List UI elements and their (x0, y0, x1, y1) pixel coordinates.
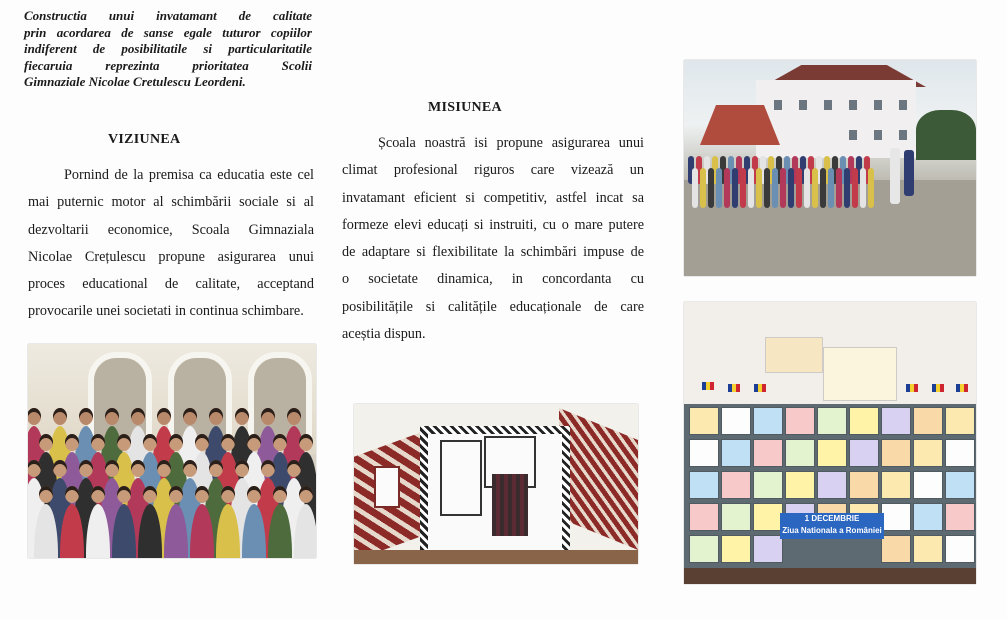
drawing-card (722, 440, 750, 466)
mission-line: o societate dinamica, in concordanta cu (342, 271, 644, 288)
window (849, 130, 857, 140)
child-head (105, 460, 119, 477)
student-figure (700, 168, 706, 208)
child-head (261, 460, 275, 477)
child-head (221, 486, 235, 503)
intro-line: prin acordarea de sanse egale tuturor copiilor (24, 24, 312, 40)
small-embroidered-shirt (374, 466, 400, 508)
drawing-card (754, 440, 782, 466)
intro-line: Constructia unui invatamant de calitate (24, 8, 312, 23)
child-head (221, 434, 235, 451)
child-head (39, 486, 53, 503)
child-head (143, 486, 157, 503)
drawing-card (914, 472, 942, 498)
child-head (91, 486, 105, 503)
display-shelf (354, 550, 638, 564)
student-figure (708, 168, 714, 208)
mission-line: Școala noastră isi propune asigurarea unui (378, 135, 644, 151)
student-figure (716, 168, 722, 208)
child-head (273, 486, 287, 503)
drawing-card (818, 440, 846, 466)
drawing-card (946, 472, 974, 498)
mission-line: aceștia dispun. (342, 326, 426, 343)
child-head (79, 408, 93, 425)
drawing-card (914, 408, 942, 434)
vision-paragraph (28, 162, 314, 326)
student-figure (740, 168, 746, 208)
drawing-card (722, 504, 750, 530)
drawing-card (946, 408, 974, 434)
intro-line: fiecaruia reprezinta prioritatea Scolii (24, 57, 312, 73)
drawing-card (818, 472, 846, 498)
child-head (91, 434, 105, 451)
intro-line: Gimnaziale Nicolae Cretulescu Leordeni. (24, 74, 246, 89)
teacher-figure (904, 150, 914, 196)
drawing-card (882, 408, 910, 434)
romanian-flag-icon (932, 384, 944, 392)
romanian-flag-icon (754, 384, 766, 392)
window (799, 100, 807, 110)
drawing-card (754, 408, 782, 434)
romanian-flag-icon (702, 382, 714, 390)
window (899, 100, 907, 110)
drawing-card (818, 408, 846, 434)
student-figure (828, 168, 834, 208)
drawing-card (690, 536, 718, 562)
children-crowd (28, 404, 316, 558)
student-figure (812, 168, 818, 208)
student-figure (724, 168, 730, 208)
romanian-flag-icon (906, 384, 918, 392)
drawing-card (882, 504, 910, 530)
mission-heading: MISIUNEA (428, 100, 502, 115)
child-head (195, 486, 209, 503)
child-head (105, 408, 119, 425)
window (899, 130, 907, 140)
vision-heading: VIZIUNEA (108, 132, 181, 147)
vision-line: proces educational de calitate, acceptand (28, 276, 314, 293)
child-head (183, 460, 197, 477)
school-building (756, 80, 916, 158)
drawing-card (946, 440, 974, 466)
drawing-card (914, 504, 942, 530)
vision-line: mai puternic motor al schimbării sociale si al (28, 194, 314, 211)
child-head (39, 434, 53, 451)
drawing-card (690, 504, 718, 530)
vision-line: Nicolae Crețulescu propune asigurarea unui (28, 248, 314, 265)
child-head (287, 408, 301, 425)
window (849, 100, 857, 110)
schoolyard-photo (684, 60, 976, 276)
drawing-card (850, 408, 878, 434)
child-head (169, 486, 183, 503)
drawing-card (850, 440, 878, 466)
vision-line: provocarile unei societati in continua schimbare. (28, 303, 304, 320)
drawing-card (946, 536, 974, 562)
mission-line: posibilitățile si calitățile educaționale de care (342, 298, 644, 315)
child-head (183, 408, 197, 425)
student-figure (868, 168, 874, 208)
child-head (247, 434, 261, 451)
student-figure (692, 168, 698, 208)
child-head (117, 434, 131, 451)
child-head (53, 460, 67, 477)
child-head (65, 486, 79, 503)
drawing-card (722, 408, 750, 434)
banner-title: 1 DECEMBRIE (804, 514, 860, 523)
student-figure (844, 168, 850, 208)
intro-statement (24, 8, 312, 91)
drawing-card (754, 536, 782, 562)
drawing-card (850, 472, 878, 498)
drawing-card (690, 440, 718, 466)
woven-skirt (492, 474, 528, 536)
student-figure (804, 168, 810, 208)
mission-line: climat profesional riguros care vizează un (342, 162, 644, 179)
banner-subtitle: Ziua Nationala a României (782, 526, 882, 535)
drawing-card (786, 408, 814, 434)
child-head (169, 434, 183, 451)
child-head (287, 460, 301, 477)
student-figure (860, 168, 866, 208)
child-head (65, 434, 79, 451)
vision-line: Pornind de la premisa ca educatia este cel (64, 167, 314, 183)
student-figure (780, 168, 786, 208)
child-head (235, 408, 249, 425)
student-figure (764, 168, 770, 208)
drawing-card (722, 536, 750, 562)
trees (916, 110, 976, 160)
child-head (131, 460, 145, 477)
mission-line: formeze elevi educați si instruiti, cu o mare putere (342, 216, 644, 233)
child-head (299, 434, 313, 451)
child-head (143, 434, 157, 451)
child-head (79, 460, 93, 477)
child-head (157, 460, 171, 477)
traditional-shirt (440, 440, 482, 516)
child-head (235, 460, 249, 477)
school-board-photo (684, 302, 976, 584)
woven-rug-right (559, 408, 638, 550)
child-head (117, 486, 131, 503)
drawing-card (690, 408, 718, 434)
child-head (261, 408, 275, 425)
window (824, 100, 832, 110)
vision-line: dezvoltarii economice, Scoala Gimnaziala (28, 221, 314, 238)
student-figure (788, 168, 794, 208)
student-figure (836, 168, 842, 208)
student-figure (796, 168, 802, 208)
child-head (209, 408, 223, 425)
student-figure (756, 168, 762, 208)
romanian-flag-icon (956, 384, 968, 392)
mission-line: invatamant eficient si competitiv, astfel incat sa (342, 189, 644, 206)
child-head (195, 434, 209, 451)
window (874, 130, 882, 140)
child-head (299, 486, 313, 503)
child-head (53, 408, 67, 425)
child-head (157, 408, 171, 425)
child-head (247, 486, 261, 503)
drawing-card (690, 472, 718, 498)
poster (824, 348, 896, 400)
drawing-card (882, 536, 910, 562)
drawing-card (914, 536, 942, 562)
teacher-figure (890, 148, 900, 204)
child-head (131, 408, 145, 425)
window (874, 100, 882, 110)
drawing-card (786, 472, 814, 498)
student-figure (748, 168, 754, 208)
child-head (273, 434, 287, 451)
child-head (28, 408, 41, 425)
national-day-banner (780, 513, 884, 539)
poster (766, 338, 822, 372)
child-head (209, 460, 223, 477)
intro-line: indiferent de posibilitatile si particularitatile (24, 41, 312, 56)
drawing-card (946, 504, 974, 530)
student-figure (852, 168, 858, 208)
student-figure (820, 168, 826, 208)
costume-display-photo (354, 404, 638, 564)
student-figure (772, 168, 778, 208)
group-photo (28, 344, 316, 558)
drawing-card (754, 472, 782, 498)
drawing-card (914, 440, 942, 466)
floor (684, 568, 976, 584)
mission-line: de adaptare si flexibilitate la schimbări impuse de (342, 244, 644, 261)
drawing-card (754, 504, 782, 530)
drawing-card (786, 440, 814, 466)
drawing-card (882, 440, 910, 466)
drawing-card (882, 472, 910, 498)
drawing-card (722, 472, 750, 498)
student-figure (732, 168, 738, 208)
romanian-flag-icon (728, 384, 740, 392)
mission-paragraph (342, 130, 644, 348)
window (774, 100, 782, 110)
